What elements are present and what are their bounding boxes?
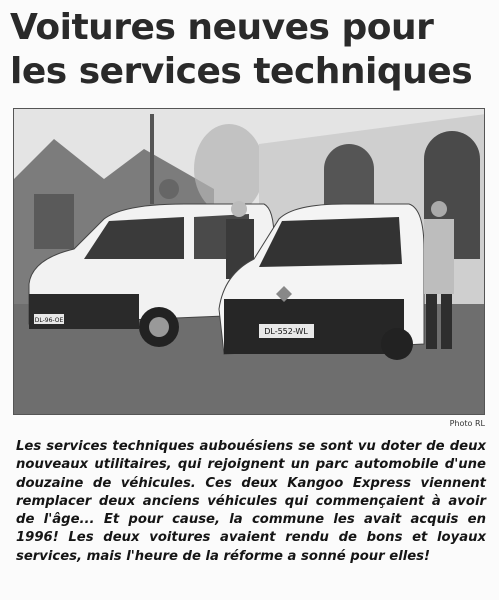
headline-line-2: les services techniques (10, 51, 473, 92)
article-caption: Les services techniques aubouésiens se sont vu doter de deux nouveaux utilitaires, qui rejoignent un parc automobile d'une douzaine de véhicules. Ces deux Kangoo Express viennent remplacer deux anciens véhicules qui commençaient à avoir de l'âge... Et pour cause, la commune les avait acquis en 1996! Les deux voitures avaient rendu de bons et loyaux services, mais l'heure de la réforme a sonné pour elles! (16, 439, 486, 564)
plate-left: DL-96-OE (34, 317, 64, 324)
article-headline (10, 6, 494, 94)
headline-line-1: Voitures neuves pour (10, 7, 434, 48)
photo-illustration (14, 109, 485, 415)
article-photo (13, 108, 485, 415)
plate-right: DL-552-WL (264, 327, 308, 336)
photo-credit: Photo RL (449, 419, 485, 428)
